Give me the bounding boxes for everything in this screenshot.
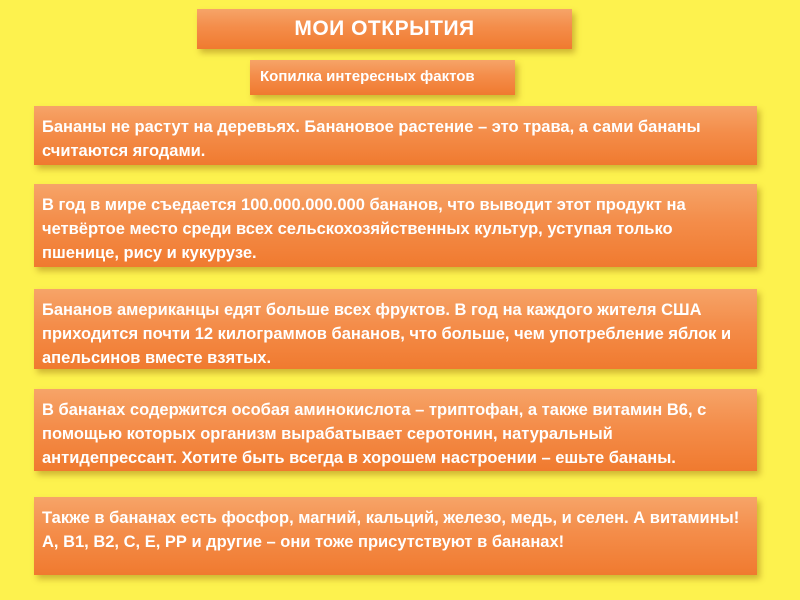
fact-text-4: В бананах содержится особая аминокислота – триптофан, а также витамин В6, с помощью которых организм вырабатывает серотонин, натуральный антидепрессант. Хотите быть всегда в хорошем настроении – ешьте бананы. [42, 401, 707, 467]
subtitle-banner [250, 60, 515, 95]
fact-box-2 [34, 184, 757, 267]
fact-text-1: Бананы не растут на деревьях. Банановое растение – это трава, а сами бананы считаются ягодами. [42, 118, 701, 160]
fact-text-2: В год в мире съедается 100.000.000.000 бананов, что выводит этот продукт на четвёртое место среди всех сельскохозяйственных культур, уступая только пшенице, рису и кукурузе. [42, 196, 686, 262]
fact-text-3: Бананов американцы едят больше всех фруктов. В год на каждого жителя США приходится почти 12 килограммов бананов, что больше, чем употребление яблок и апельсинов вместе взятых. [42, 301, 732, 367]
page-title: МОИ ОТКРЫТИЯ [294, 17, 475, 40]
fact-box-3 [34, 289, 757, 369]
page-subtitle: Копилка интересных фактов [260, 68, 475, 85]
fact-box-4 [34, 389, 757, 471]
fact-text-5: Также в бананах есть фосфор, магний, кальций, железо, медь, и селен. А витамины! А, В1, В2, С, Е, РР и другие – они тоже присутствуют в бананах! [42, 509, 740, 551]
fact-box-1 [34, 106, 757, 165]
fact-box-5 [34, 497, 757, 575]
title-banner [197, 9, 572, 49]
